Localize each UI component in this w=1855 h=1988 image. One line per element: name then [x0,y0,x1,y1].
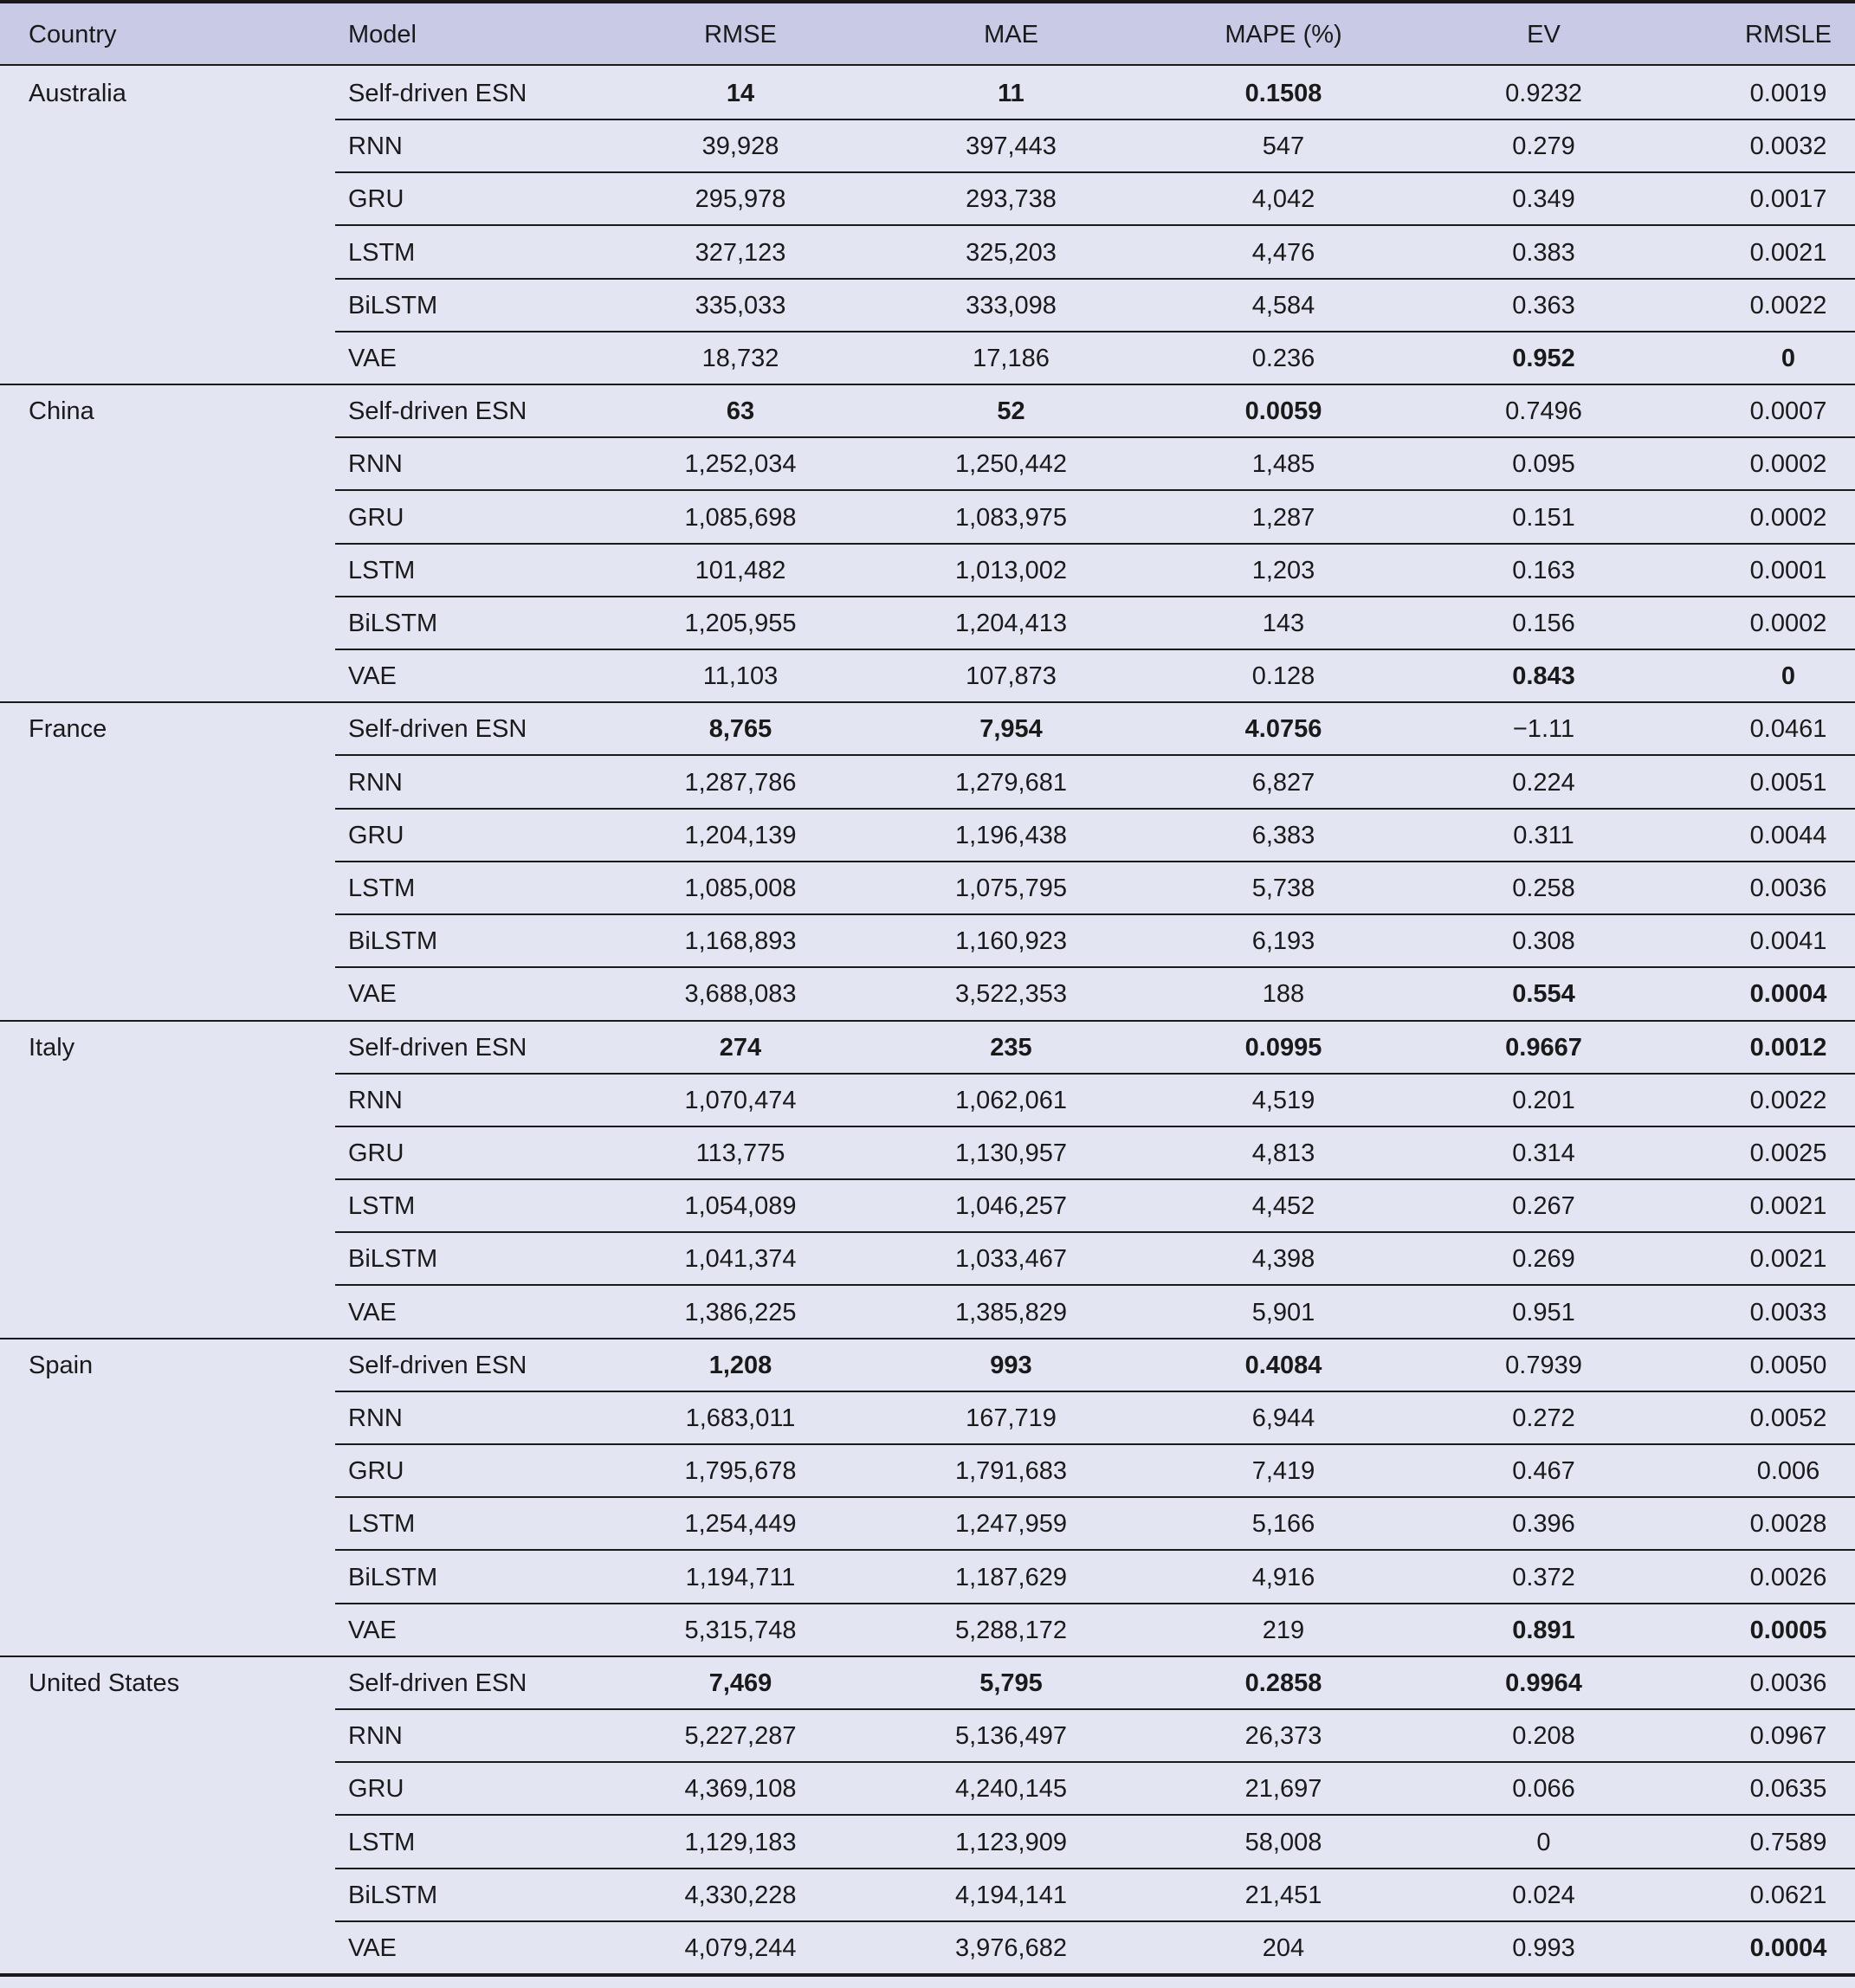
header-rmse: RMSE [704,21,777,48]
table-row [0,1710,1855,1763]
rmse-cell: 327,123 [695,238,786,267]
mae-cell: 1,187,629 [954,1563,1067,1591]
mape-cell: 21,451 [1244,1881,1322,1909]
mape-cell: 219 [1262,1616,1305,1644]
model-cell: BiLSTM [348,927,438,956]
rmse-cell: 3,688,083 [684,980,797,1009]
table-row [0,1763,1855,1816]
model-cell: VAE [348,1298,397,1326]
mape-cell: 4,452 [1251,1192,1315,1221]
header-rmsle: RMSLE [1745,21,1832,48]
model-cell: RNN [348,768,403,797]
rmsle-cell: 0.0021 [1749,1192,1827,1221]
mape-cell: 0.4084 [1244,1351,1322,1379]
rmsle-cell: 0.0007 [1749,397,1827,426]
mae-cell: 1,196,438 [954,821,1067,849]
mae-cell: 1,083,975 [954,503,1067,532]
table-row [0,1339,1855,1392]
model-cell: GRU [348,1775,404,1804]
table-row [0,1604,1855,1657]
model-cell: Self-driven ESN [348,80,527,107]
rmsle-cell: 0.0021 [1749,1245,1827,1274]
rmse-cell: 1,208 [708,1351,772,1379]
rmse-cell: 39,928 [701,132,779,161]
mae-cell: 993 [990,1351,1032,1379]
mape-cell: 188 [1262,980,1305,1009]
mae-cell: 1,013,002 [954,556,1067,584]
rmsle-cell: 0.0002 [1749,503,1827,532]
ev-cell: 0.993 [1512,1934,1575,1962]
table-row [0,1552,1855,1604]
table-row [0,1445,1855,1498]
mae-cell: 1,062,061 [954,1086,1067,1114]
group-divider [0,1656,1855,1657]
model-cell: Self-driven ESN [348,1033,527,1062]
header-country: Country [29,21,117,48]
rmsle-cell: 0.0967 [1749,1722,1827,1751]
mae-cell: 11 [998,80,1024,107]
mape-cell: 547 [1262,132,1305,161]
table-row [0,810,1855,862]
table-header [0,3,1855,66]
ev-cell: 0.363 [1512,291,1575,320]
rmse-cell: 1,194,711 [685,1563,796,1591]
rmsle-cell: 0.0028 [1749,1510,1827,1539]
rmsle-cell: 0.0033 [1749,1298,1827,1326]
mape-cell: 58,008 [1244,1828,1322,1856]
model-cell: Self-driven ESN [348,397,527,426]
table-row [0,438,1855,491]
mae-cell: 235 [990,1033,1032,1062]
mae-cell: 1,791,683 [954,1457,1067,1486]
rmsle-cell: 0.006 [1756,1457,1820,1486]
rmse-cell: 1,041,374 [684,1245,797,1274]
rmsle-cell: 0.0017 [1749,185,1827,214]
rmse-cell: 274 [719,1033,762,1062]
model-cell: VAE [348,1934,397,1962]
mae-cell: 3,522,353 [954,980,1067,1009]
mae-cell: 1,385,829 [954,1298,1067,1326]
table-row [0,968,1855,1021]
table-row [0,1498,1855,1551]
rmse-cell: 8,765 [708,715,772,744]
mae-cell: 5,795 [979,1669,1043,1697]
ev-cell: 0.267 [1512,1192,1575,1221]
mape-cell: 4,916 [1251,1563,1315,1591]
mae-cell: 397,443 [966,132,1057,161]
mape-cell: 0.128 [1251,662,1315,691]
country-cell: Spain [29,1351,94,1379]
mape-cell: 6,193 [1251,927,1315,956]
table-row [0,1127,1855,1180]
mae-cell: 17,186 [973,345,1050,372]
rmse-cell: 4,079,244 [684,1934,797,1962]
mape-cell: 6,383 [1251,821,1315,849]
ev-cell: 0.201 [1512,1086,1575,1114]
table-row [0,703,1855,756]
ev-cell: 0.156 [1512,610,1575,637]
mape-cell: 1,485 [1251,450,1315,479]
model-cell: GRU [348,503,404,532]
ev-cell: 0.7496 [1505,397,1582,426]
rmse-cell: 1,683,011 [685,1404,796,1432]
rmsle-cell: 0.0621 [1749,1881,1827,1909]
ev-cell: 0.554 [1512,980,1575,1009]
model-cell: RNN [348,450,403,479]
model-cell: BiLSTM [348,1881,438,1909]
model-cell: LSTM [348,1828,416,1856]
mape-cell: 6,944 [1251,1404,1315,1432]
header-mae: MAE [984,21,1038,48]
table-row [0,1233,1855,1286]
table-row [0,227,1855,280]
mae-cell: 333,098 [966,291,1057,320]
rmse-cell: 1,252,034 [684,450,797,479]
table-row [0,1287,1855,1339]
model-cell: GRU [348,821,404,849]
table-row [0,1817,1855,1869]
rmse-cell: 101,482 [695,556,786,584]
rmsle-cell: 0.0012 [1749,1033,1827,1062]
mape-cell: 0.236 [1251,345,1315,372]
rmsle-cell: 0 [1781,345,1796,372]
rmse-cell: 1,254,449 [684,1510,797,1539]
model-cell: Self-driven ESN [348,1669,527,1697]
model-cell: RNN [348,1722,403,1751]
mae-cell: 325,203 [966,238,1057,267]
ev-cell: 0.372 [1512,1563,1575,1591]
mape-cell: 4,398 [1251,1245,1315,1274]
rmsle-cell: 0.0025 [1749,1139,1827,1167]
mape-cell: 1,287 [1251,503,1315,532]
model-cell: BiLSTM [348,610,438,637]
mae-cell: 1,123,909 [954,1828,1067,1856]
model-cell: LSTM [348,238,416,267]
table-row [0,1869,1855,1922]
ev-cell: 0.891 [1512,1616,1575,1644]
mae-cell: 4,240,145 [954,1775,1067,1804]
mape-cell: 7,419 [1251,1457,1315,1486]
rmsle-cell: 0.0001 [1749,556,1827,584]
table-row [0,120,1855,173]
rmse-cell: 1,168,893 [684,927,797,956]
rmse-cell: 1,204,139 [684,821,797,849]
rmse-cell: 1,795,678 [684,1457,797,1486]
ev-cell: 0.9667 [1505,1033,1582,1062]
model-cell: BiLSTM [348,1245,438,1274]
table-row [0,757,1855,810]
rmsle-cell: 0.0050 [1749,1351,1827,1379]
rmse-cell: 295,978 [695,185,786,214]
group-divider [0,701,1855,703]
ev-cell: 0.9964 [1505,1669,1582,1697]
rmse-cell: 1,054,089 [684,1192,797,1221]
mape-cell: 4,042 [1251,185,1315,214]
mae-cell: 1,204,413 [954,610,1067,637]
mae-cell: 1,279,681 [954,768,1067,797]
model-cell: Self-driven ESN [348,715,527,744]
mape-cell: 0.0995 [1244,1033,1322,1062]
rmsle-cell: 0.0044 [1749,821,1827,849]
rmse-cell: 1,287,786 [684,768,797,797]
table-row [0,1075,1855,1127]
mape-cell: 0.2858 [1244,1669,1322,1697]
rmsle-cell: 0.0052 [1749,1404,1827,1432]
mape-cell: 0.1508 [1244,80,1322,107]
ev-cell: 0.066 [1512,1775,1575,1804]
model-cell: RNN [348,1086,403,1114]
table-row [0,492,1855,545]
ev-cell: 0.208 [1512,1722,1575,1751]
ev-cell: 0.349 [1512,185,1575,214]
table-row [0,385,1855,438]
table-row [0,650,1855,703]
mae-cell: 1,075,795 [954,875,1067,902]
ev-cell: 0.311 [1513,821,1574,849]
mape-cell: 4,519 [1251,1086,1315,1114]
model-cell: LSTM [348,875,416,902]
country-cell: United States [29,1669,180,1697]
rmsle-cell: 0.0461 [1749,715,1827,744]
model-cell: LSTM [348,1192,416,1221]
mape-cell: 5,738 [1251,875,1315,902]
rmse-cell: 1,085,698 [684,503,797,532]
mae-cell: 167,719 [966,1404,1057,1432]
rmsle-cell: 0.0004 [1749,980,1827,1009]
mape-cell: 4,813 [1251,1139,1315,1167]
table-row [0,1022,1855,1075]
model-cell: GRU [348,1139,404,1167]
rmsle-cell: 0.0019 [1749,80,1827,107]
rmse-cell: 4,369,108 [684,1775,797,1804]
mape-cell: 1,203 [1251,556,1315,584]
ev-cell: 0.843 [1512,662,1575,691]
mae-cell: 5,136,497 [954,1722,1067,1751]
rmsle-cell: 0.0051 [1749,768,1827,797]
country-cell: Italy [29,1033,75,1062]
rmsle-cell: 0.0032 [1749,132,1827,161]
mape-cell: 4,584 [1251,291,1315,320]
rmse-cell: 4,330,228 [684,1881,797,1909]
table-row [0,597,1855,650]
model-cell: VAE [348,345,397,372]
rmse-cell: 14 [726,80,755,107]
table-row [0,280,1855,332]
rmsle-cell: 0.0036 [1749,875,1827,902]
model-cell: VAE [348,1616,397,1644]
mae-cell: 3,976,682 [954,1934,1067,1962]
rmse-cell: 1,205,955 [684,610,797,637]
ev-cell: 0.163 [1512,556,1575,584]
mape-cell: 6,827 [1251,768,1315,797]
model-cell: LSTM [348,1510,416,1539]
model-cell: VAE [348,662,397,691]
ev-cell: 0.383 [1512,238,1575,267]
rmsle-cell: 0.0026 [1749,1563,1827,1591]
country-cell: Australia [29,80,126,107]
mape-cell: 5,901 [1251,1298,1315,1326]
rmsle-cell: 0.0022 [1749,291,1827,320]
ev-cell: 0.314 [1512,1139,1575,1167]
ev-cell: −1.11 [1512,715,1575,744]
rmsle-cell: 0.0021 [1749,238,1827,267]
table-row [0,1392,1855,1445]
rmse-cell: 1,386,225 [684,1298,797,1326]
rmse-cell: 1,070,474 [684,1086,797,1114]
table-row [0,545,1855,597]
rmse-cell: 11,103 [702,662,779,691]
mape-cell: 4,476 [1251,238,1315,267]
rmsle-cell: 0.0005 [1749,1616,1827,1644]
rmsle-cell: 0.0036 [1749,1669,1827,1697]
rmse-cell: 335,033 [695,291,786,320]
model-cell: BiLSTM [348,291,438,320]
table-row [0,1180,1855,1233]
ev-cell: 0.269 [1512,1245,1575,1274]
mae-cell: 52 [997,397,1025,426]
rmsle-cell: 0.0041 [1749,927,1827,956]
ev-cell: 0.095 [1512,450,1575,479]
table-row [0,1657,1855,1710]
model-cell: GRU [348,1457,404,1486]
rmsle-cell: 0 [1781,662,1796,691]
rmsle-cell: 0.0002 [1749,610,1827,637]
model-cell: RNN [348,132,403,161]
header-mape: MAPE (%) [1225,21,1342,48]
table-row [0,915,1855,968]
model-cell: VAE [348,980,397,1009]
model-cell: BiLSTM [348,1563,438,1591]
ev-cell: 0.279 [1512,132,1575,161]
mae-cell: 1,250,442 [954,450,1067,479]
mae-cell: 1,046,257 [954,1192,1067,1221]
rmse-cell: 18,732 [701,345,779,372]
rmsle-cell: 0.0022 [1749,1086,1827,1114]
table-row [0,332,1855,385]
mape-cell: 26,373 [1244,1722,1322,1751]
header-ev: EV [1527,21,1561,48]
rmse-cell: 113,775 [695,1139,785,1167]
rmse-cell: 7,469 [708,1669,772,1697]
rmsle-cell: 0.0635 [1749,1775,1827,1804]
table-row [0,68,1855,120]
ev-cell: 0.272 [1512,1404,1575,1432]
mae-cell: 1,247,959 [954,1510,1067,1539]
mae-cell: 4,194,141 [954,1881,1067,1909]
ev-cell: 0 [1536,1828,1551,1856]
model-cell: Self-driven ESN [348,1351,527,1379]
table-row [0,173,1855,226]
mae-cell: 5,288,172 [954,1616,1067,1644]
group-divider [0,1020,1855,1022]
rmse-cell: 1,129,183 [684,1828,797,1856]
mape-cell: 4.0756 [1244,715,1322,744]
ev-cell: 0.467 [1512,1457,1575,1486]
ev-cell: 0.952 [1512,345,1575,372]
model-cell: RNN [348,1404,403,1432]
model-cell: GRU [348,185,404,214]
mae-cell: 1,160,923 [954,927,1067,956]
mae-cell: 1,033,467 [954,1245,1067,1274]
ev-cell: 0.308 [1512,927,1575,956]
rmsle-cell: 0.0004 [1749,1934,1827,1962]
ev-cell: 0.224 [1512,768,1575,797]
country-cell: China [29,397,94,426]
rmsle-cell: 0.7589 [1749,1828,1827,1856]
ev-cell: 0.024 [1512,1881,1575,1909]
group-divider [0,1338,1855,1339]
ev-cell: 0.7939 [1505,1351,1582,1379]
mape-cell: 21,697 [1244,1775,1322,1804]
bottom-rule [0,1973,1855,1977]
mae-cell: 293,738 [966,185,1057,214]
ev-cell: 0.151 [1512,503,1575,532]
mae-cell: 1,130,957 [954,1139,1067,1167]
mape-cell: 143 [1262,610,1305,637]
rmse-cell: 63 [726,397,755,426]
rmse-cell: 5,227,287 [684,1722,797,1751]
ev-cell: 0.258 [1512,875,1575,902]
mae-cell: 107,873 [966,662,1057,691]
table-row [0,862,1855,915]
header-model: Model [348,21,417,48]
ev-cell: 0.951 [1512,1298,1575,1326]
rmse-cell: 1,085,008 [684,875,797,902]
table-row [0,1922,1855,1975]
ev-cell: 0.9232 [1505,80,1582,107]
mae-cell: 7,954 [979,715,1043,744]
model-cell: LSTM [348,556,416,584]
rmsle-cell: 0.0002 [1749,450,1827,479]
mape-cell: 0.0059 [1244,397,1322,426]
mape-cell: 204 [1262,1934,1305,1962]
rmse-cell: 5,315,748 [684,1616,797,1644]
country-cell: France [29,715,107,744]
ev-cell: 0.396 [1512,1510,1575,1539]
mape-cell: 5,166 [1251,1510,1315,1539]
group-divider [0,384,1855,385]
